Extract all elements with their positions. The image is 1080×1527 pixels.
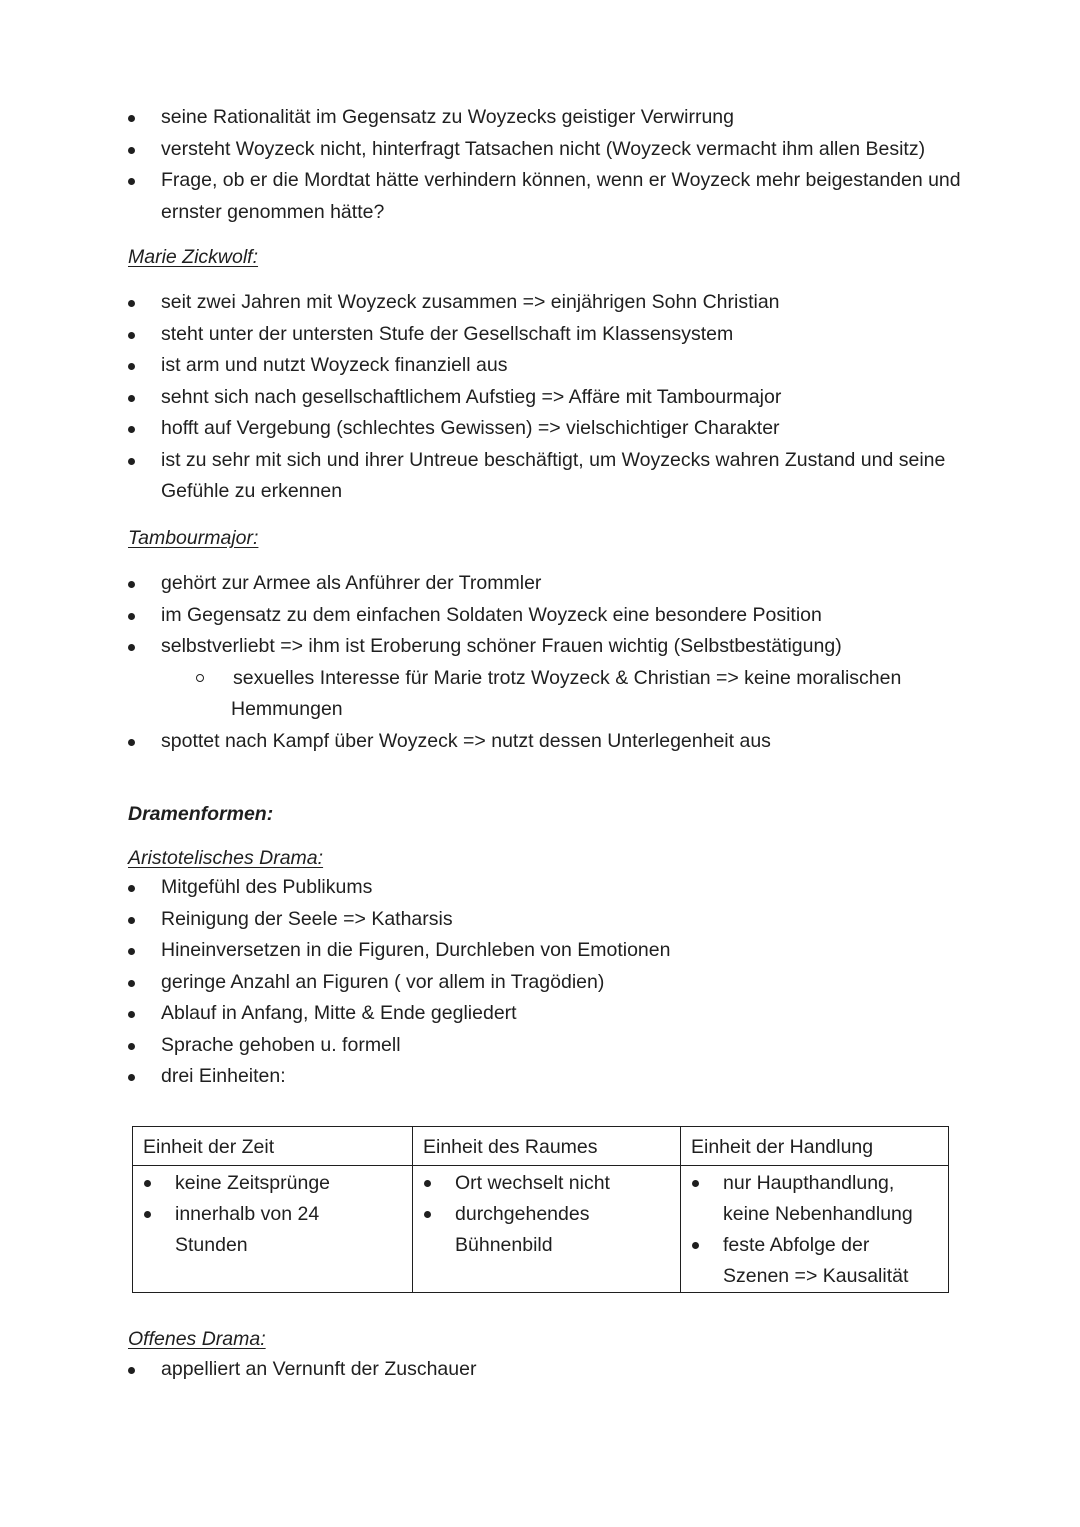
list-item: appelliert an Vernunft der Zuschauer	[0, 1354, 961, 1386]
tambourmajor-section	[0, 568, 961, 757]
list-item	[0, 631, 961, 726]
list-item: durchgehendes Bühnenbild	[421, 1199, 615, 1261]
list-item: seine Rationalität im Gegensatz zu Woyzecks geistiger Verwirrung	[0, 102, 961, 134]
list-item: Mitgefühl des Publikums	[0, 872, 961, 904]
intro-section	[0, 102, 961, 228]
offen-heading: Offenes Drama:	[128, 1328, 266, 1350]
list-item: gehört zur Armee als Anführer der Trommler	[0, 568, 961, 600]
list-item: drei Einheiten:	[0, 1061, 961, 1093]
list-item: Frage, ob er die Mordtat hätte verhindern können, wenn er Woyzeck mehr beigestanden und ernster genommen hätte?	[0, 165, 961, 228]
sub-list-item: sexuelles Interesse für Marie trotz Woyzeck & Christian => keine moralischen Hemmungen	[161, 663, 941, 726]
offen-section	[0, 1354, 961, 1386]
list-item: Sprache gehoben u. formell	[0, 1030, 961, 1062]
list-item: nur Haupthandlung, keine Nebenhandlung	[689, 1168, 923, 1230]
zeit-list	[141, 1168, 404, 1261]
raum-list	[421, 1168, 672, 1261]
marie-list	[0, 287, 961, 508]
list-item: Reinigung der Seele => Katharsis	[0, 904, 961, 936]
list-item: versteht Woyzeck nicht, hinterfragt Tatsachen nicht (Woyzeck vermacht ihm allen Besitz)	[0, 134, 961, 166]
list-item: geringe Anzahl an Figuren ( vor allem in Tragödien)	[0, 967, 961, 999]
list-item-text: selbstverliebt => ihm ist Eroberung schöner Frauen wichtig (Selbstbestätigung)	[161, 635, 842, 657]
table-header-cell: Einheit des Raumes	[413, 1127, 681, 1166]
list-item: keine Zeitsprünge	[141, 1168, 404, 1199]
list-item: steht unter der untersten Stufe der Gesellschaft im Klassensystem	[0, 319, 961, 351]
marie-section	[0, 287, 961, 508]
offen-list	[0, 1354, 961, 1386]
tambourmajor-sublist	[161, 663, 961, 726]
list-item: innerhalb von 24 Stunden	[141, 1199, 335, 1261]
list-item: ist zu sehr mit sich und ihrer Untreue beschäftigt, um Woyzecks wahren Zustand und seine Gefühle zu erkennen	[0, 445, 961, 508]
list-item: sehnt sich nach gesellschaftlichem Aufstieg => Affäre mit Tambourmajor	[0, 382, 961, 414]
aristotelisch-heading: Aristotelisches Drama:	[128, 847, 324, 869]
tambourmajor-heading: Tambourmajor:	[128, 527, 259, 549]
list-item: im Gegensatz zu dem einfachen Soldaten Woyzeck eine besondere Position	[0, 600, 961, 632]
table-cell-zeit	[133, 1166, 413, 1293]
intro-list	[0, 102, 961, 228]
list-item: spottet nach Kampf über Woyzeck => nutzt dessen Unterlegenheit aus	[0, 726, 961, 758]
table-cell-raum	[413, 1166, 681, 1293]
einheiten-table	[132, 1126, 949, 1293]
handlung-list	[689, 1168, 940, 1292]
list-item: seit zwei Jahren mit Woyzeck zusammen => einjährigen Sohn Christian	[0, 287, 961, 319]
list-item: Ort wechselt nicht	[421, 1168, 672, 1199]
list-item: ist arm und nutzt Woyzeck finanziell aus	[0, 350, 961, 382]
table-header-cell: Einheit der Handlung	[681, 1127, 949, 1166]
list-item: Ablauf in Anfang, Mitte & Ende gegliedert	[0, 998, 961, 1030]
list-item: feste Abfolge der Szenen => Kausalität	[689, 1230, 923, 1292]
dramenformen-heading: Dramenformen:	[128, 803, 274, 825]
table-header-cell: Einheit der Zeit	[133, 1127, 413, 1166]
tambourmajor-list	[0, 568, 961, 757]
table-header-row	[133, 1127, 949, 1166]
aristotelisch-list	[0, 872, 961, 1093]
list-item: hofft auf Vergebung (schlechtes Gewissen) => vielschichtiger Charakter	[0, 413, 961, 445]
list-item: Hineinversetzen in die Figuren, Durchleben von Emotionen	[0, 935, 961, 967]
table-cell-handlung	[681, 1166, 949, 1293]
marie-heading: Marie Zickwolf:	[128, 246, 259, 268]
aristotelisch-section	[0, 872, 961, 1093]
table-row	[133, 1166, 949, 1293]
